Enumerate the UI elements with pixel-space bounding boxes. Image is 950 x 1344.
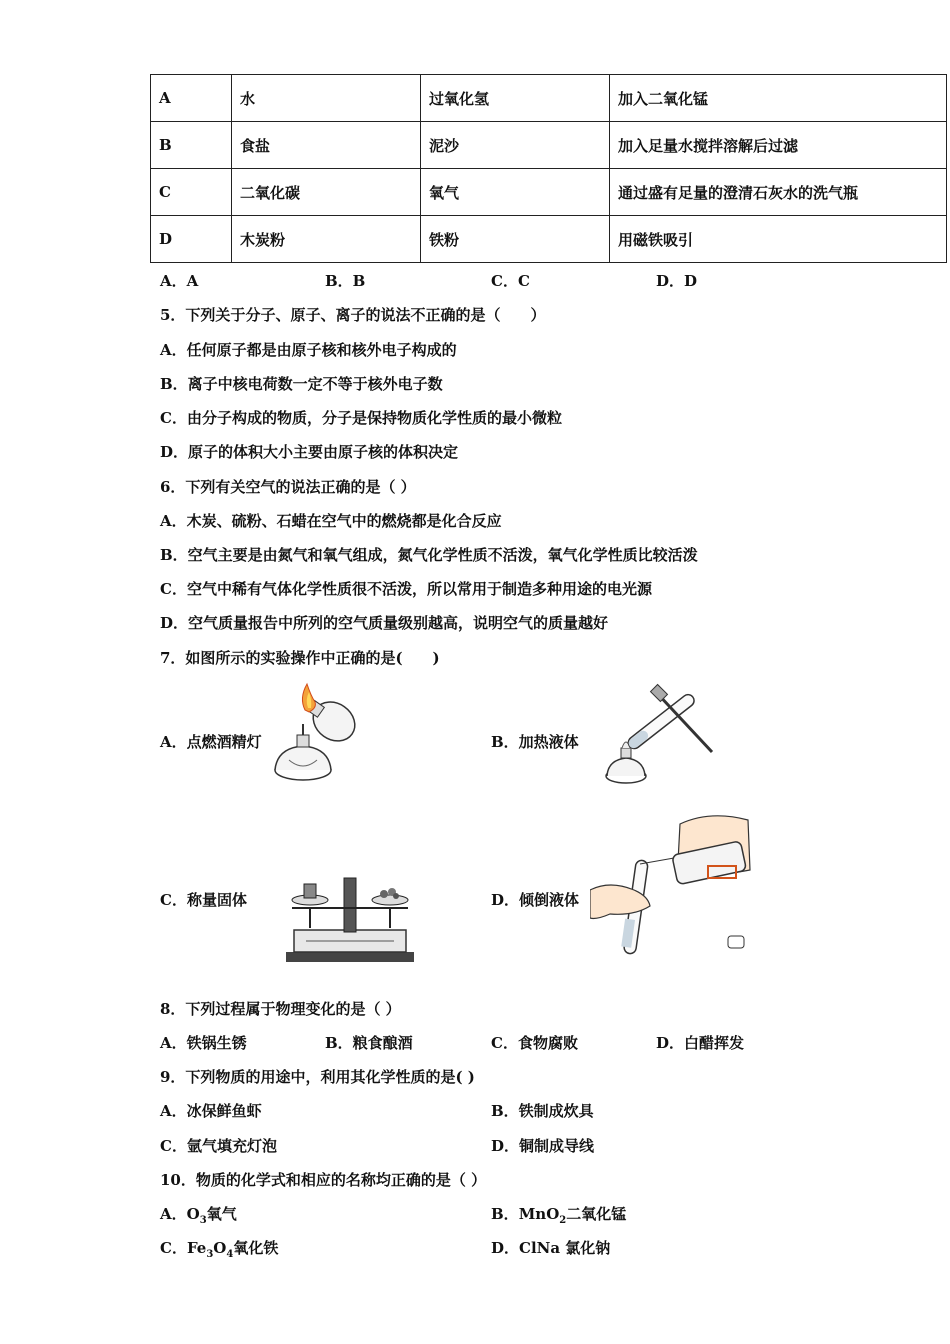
q10-stem: 10．物质的化学式和相应的名称均正确的是（ ）: [160, 1171, 487, 1189]
q7-option-c: C．称量固体: [160, 891, 247, 909]
q7-stem: 7．如图所示的实验操作中正确的是( ): [160, 649, 440, 667]
q6-option-c: C．空气中稀有气体化学性质很不活泼，所以常用于制造多种用途的电光源: [160, 580, 652, 598]
q10-option-c: C．$Fe_3O_4$氧化铁: [160, 1239, 279, 1260]
q9-option-d: D．铜制成导线: [491, 1137, 595, 1155]
q10-option-d: D．ClNa 氯化钠: [491, 1239, 611, 1257]
q9-stem: 9．下列物质的用途中，利用其化学性质的是( ): [160, 1068, 475, 1086]
q8-option-a: A．铁锅生锈: [160, 1034, 247, 1052]
q6-option-a: A．木炭、硫粉、石蜡在空气中的燃烧都是化合反应: [160, 512, 502, 530]
q9-option-c: C．氩气填充灯泡: [160, 1137, 277, 1155]
q5-option-c: C．由分子构成的物质，分子是保持物质化学性质的最小微粒: [160, 409, 562, 427]
q6-option-b: B．空气主要是由氮气和氧气组成，氮气化学性质不活泼，氧气化学性质比较活泼: [160, 546, 698, 564]
q9-option-b: B．铁制成炊具: [491, 1102, 594, 1120]
q8-option-b: B．粮食酿酒: [325, 1034, 413, 1052]
q7-option-b: B．加热液体: [491, 733, 579, 751]
balance-figure: [280, 870, 420, 970]
table-row: B 食盐 泥沙 加入足量水搅拌溶解后过滤: [151, 122, 947, 169]
q4-option-a: A．A: [160, 272, 199, 290]
q4-option-b: B．B: [325, 272, 366, 290]
table-row: A 水 过氧化氢 加入二氧化锰: [151, 75, 947, 122]
q7-option-a: A．点燃酒精灯: [160, 733, 262, 751]
options-table: [150, 74, 947, 263]
q4-option-c: C．C: [491, 272, 530, 290]
q4-option-d: D．D: [656, 272, 698, 290]
q5-stem: 5．下列关于分子、原子、离子的说法不正确的是（ ）: [160, 306, 546, 324]
table-row: C 二氧化碳 氧气 通过盛有足量的澄清石灰水的洗气瓶: [151, 169, 947, 216]
q5-option-a: A．任何原子都是由原子核和核外电子构成的: [160, 341, 457, 359]
q10-option-a: A．$O_3$氧气: [160, 1205, 237, 1226]
q5-option-d: D．原子的体积大小主要由原子核的体积决定: [160, 443, 459, 461]
q10-option-b: B．MnO$_2$二氧化锰: [491, 1205, 627, 1226]
q7-option-d: D．倾倒液体: [491, 891, 580, 909]
alcohol-lamp-lighting-figure: [265, 680, 375, 790]
q8-option-c: C．食物腐败: [491, 1034, 578, 1052]
pouring-liquid-figure: [590, 810, 760, 960]
q8-stem: 8．下列过程属于物理变化的是（ ）: [160, 1000, 401, 1018]
q8-option-d: D．白醋挥发: [656, 1034, 745, 1052]
q6-option-d: D．空气质量报告中所列的空气质量级别越高，说明空气的质量越好: [160, 614, 609, 632]
q9-option-a: A．冰保鲜鱼虾: [160, 1102, 262, 1120]
table-row: D 木炭粉 铁粉 用磁铁吸引: [151, 216, 947, 263]
q6-stem: 6．下列有关空气的说法正确的是（ ）: [160, 478, 416, 496]
q5-option-b: B．离子中核电荷数一定不等于核外电子数: [160, 375, 443, 393]
heating-liquid-figure: [600, 680, 720, 790]
